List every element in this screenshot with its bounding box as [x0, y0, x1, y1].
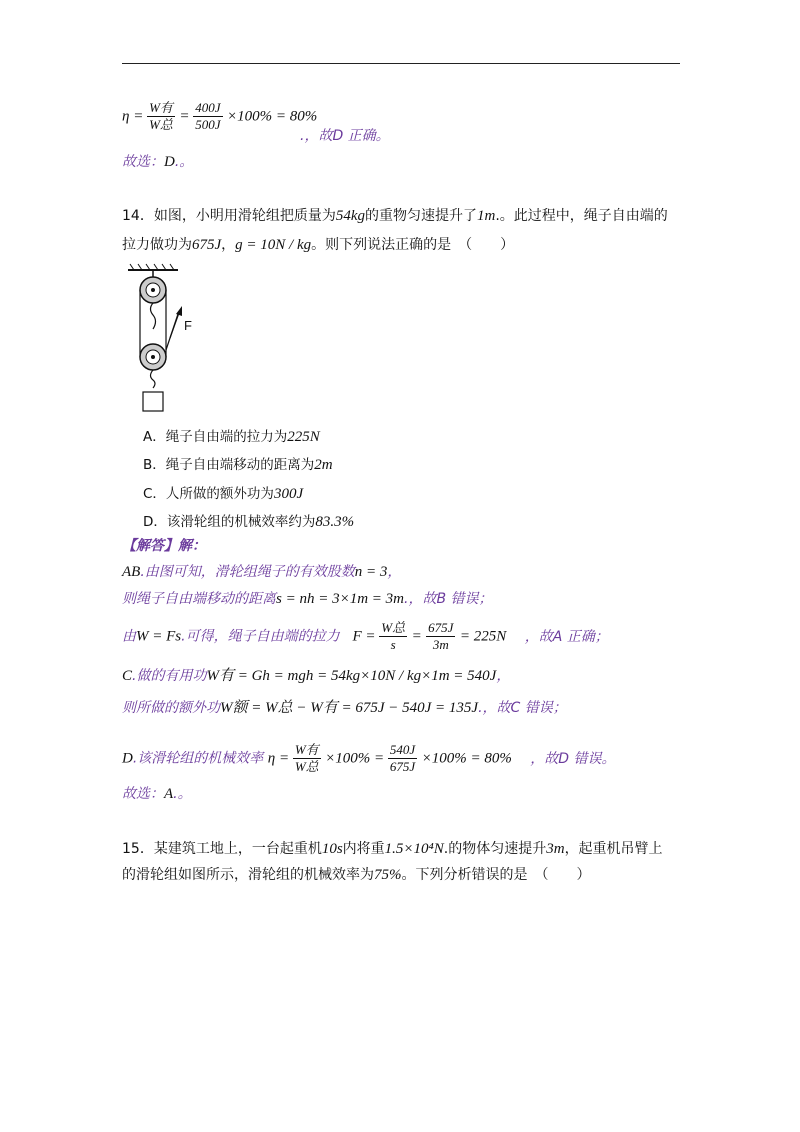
force-arrow-icon [170, 306, 182, 338]
q14-solution-line3: 由W = Fs.可得，绳子自由端的拉力 F = $\frac{\text{W总}}{s}$ = $\frac{675J}{3m}$ = 225N ，故A 正确； [122, 620, 609, 652]
q14-solution-line6: D.该滑轮组的机械效率 η = $\frac{\text{W有}}{\text{W总}}$ ×100% = $\frac{540J}{675J}$ ×100% = 80% ，故D 错误。 [122, 742, 616, 774]
pulley-figure [120, 262, 210, 414]
q15-line1: 15．某建筑工地上，一台起重机10s内将重1.5×10⁴N.的物体匀速提升3m，起重机吊臂上 [122, 841, 663, 857]
q15-height: 3m [546, 841, 565, 857]
fraction-400-500: $\frac{400J}{500J}$ [195, 100, 221, 132]
q14-height: 1m [477, 208, 496, 224]
q14-solution-header: 【解答】解： [122, 538, 206, 554]
q14-option-a[interactable]: A．绳子自由端的拉力为225N [143, 429, 320, 445]
q15-efficiency: 75% [374, 867, 402, 883]
q14-solution-line4: C.做的有用功W有 = Gh = mgh = 54kg×10N / kg×1m = 540J， [122, 668, 511, 684]
q15-weight: 1.5×10⁴N [384, 841, 444, 857]
q14-answer-value: A [164, 786, 174, 802]
efficiency-formula-line: η = $\frac{\text{W有}}{\text{W总}}$ = $\frac{400J}{500J}$ ×100% = 80% [122, 100, 318, 132]
top-answer-value: D [164, 154, 175, 170]
q14-option-c[interactable]: C．人所做的额外功为300J [143, 486, 304, 502]
q14-solution-line1: AB.由图可知，滑轮组绳子的有效股数n = 3， [122, 564, 402, 580]
fixed-pulley-icon [140, 270, 166, 303]
header-rule [122, 63, 680, 64]
q14-gravity: g = 10N / kg [235, 237, 312, 253]
q14-mass: 54kg [335, 208, 365, 224]
q14-answer-line: 故选：A.。 [122, 786, 192, 802]
weight-block-icon [143, 392, 163, 411]
top-conclusion: .，故D 正确。 [300, 128, 390, 144]
movable-pulley-icon [140, 344, 166, 388]
q14-option-b[interactable]: B．绳子自由端移动的距离为2m [143, 457, 333, 473]
ceiling-icon [128, 264, 178, 270]
q14-solution-line5: 则所做的额外功W额 = W总 − W有 = 675J − 540J = 135J.，故C 错误； [122, 700, 567, 716]
q14-work: 675J [192, 237, 222, 253]
top-answer-line: 故选：D.。 [122, 154, 194, 170]
q14-line2: 拉力做功为675J，g = 10N / kg。则下列说法正确的是 （ ） [122, 237, 515, 253]
q15-time: 10s [321, 841, 343, 857]
force-label: F [184, 318, 192, 333]
fraction-w-useful-total: $\frac{\text{W有}}{\text{W总}}$ [149, 100, 173, 132]
eta-symbol: η = [122, 108, 148, 125]
q14-solution-line2: 则绳子自由端移动的距离s = nh = 3×1m = 3m.，故B 错误； [122, 591, 493, 607]
q14-line1: 14．如图，小明用滑轮组把质量为54kg的重物匀速提升了1m.。此过程中，绳子自由端的 [122, 208, 668, 224]
q14-option-d[interactable]: D．该滑轮组的机械效率约为83.3% [143, 514, 355, 530]
q15-line2: 的滑轮组如图所示，滑轮组的机械效率为75%。下列分析错误的是 （ ） [122, 867, 591, 883]
